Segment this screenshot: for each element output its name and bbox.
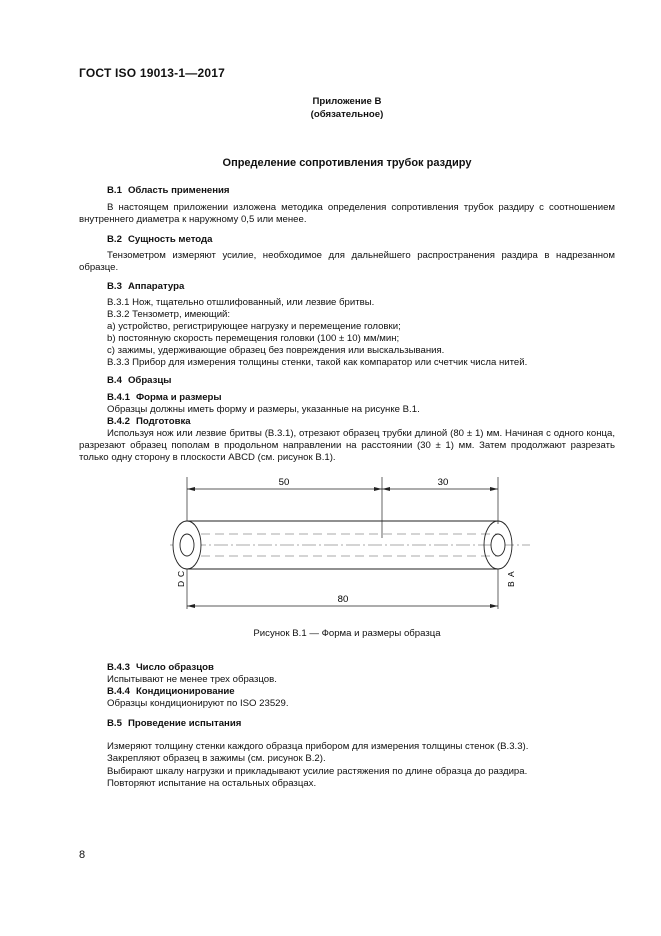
section-b44-heading [107, 686, 235, 697]
apparatus-line: a) устройство, регистрирующее нагрузку и перемещение головки; [107, 321, 401, 332]
document-header: ГОСТ ISO 19013-1—2017 [79, 66, 225, 80]
document-title: Определение сопротивления трубок раздиру [222, 157, 472, 169]
section-b42-text: Используя нож или лезвие бритвы (В.3.1), отрезают образец трубки длиной (80 ± 1) мм. Начиная с одного конца, разрезают образец пополам в продольном направлении на расстоянии (30 ± 1) мм. Затем продолжают разрезать только одну сторону в плоскости ABCD (см. рисунок В.1). [79, 428, 615, 463]
section-number: В.4.3 [107, 662, 130, 673]
tube-bore-right [491, 534, 505, 556]
section-b43-text: Испытывают не менее трех образцов. [107, 674, 277, 685]
apparatus-line: В.3.2 Тензометр, имеющий: [107, 309, 231, 320]
section-number: В.5 [107, 718, 122, 729]
apparatus-line: В.3.3 Прибор для измерения толщины стенки, такой как компаратор или счетчик числа нитей. [107, 357, 528, 368]
plane-label-a: A [506, 571, 516, 577]
section-title: Область применения [127, 185, 230, 196]
plane-label-b: B [506, 581, 516, 587]
section-number: В.1 [107, 185, 122, 196]
section-title: Число образцов [135, 662, 214, 673]
section-b1-heading [107, 185, 230, 196]
arrow-head [187, 604, 195, 608]
section-b2-heading [107, 234, 212, 245]
section-b3-heading [107, 281, 184, 292]
apparatus-line: В.3.1 Нож, тщательно отшлифованный, или лезвие бритвы. [107, 297, 375, 308]
section-b2-text: Тензометром измеряют усилие, необходимое для дальнейшего распространения раздира в надрезанном образце. [79, 250, 615, 273]
tube-bore-left [180, 534, 194, 556]
annex-status: (обязательное) [310, 109, 384, 120]
section-b42-heading [107, 416, 191, 427]
section-title: Проведение испытания [127, 718, 242, 729]
section-title: Образцы [127, 375, 172, 386]
plane-label-c: C [176, 570, 186, 577]
dimension-label-left: 50 [278, 477, 290, 488]
page-number: 8 [79, 849, 86, 861]
section-b5-heading [107, 718, 241, 729]
section-title: Форма и размеры [135, 392, 222, 403]
section-b41-text: Образцы должны иметь форму и размеры, указанные на рисунке В.1. [107, 404, 420, 415]
section-b41-heading [107, 392, 222, 403]
arrow-head [490, 604, 498, 608]
section-number: В.2 [107, 234, 122, 245]
section-title: Подготовка [135, 416, 191, 427]
dimension-label-total: 80 [337, 594, 349, 605]
arrow-head [490, 487, 498, 491]
arrow-head [187, 487, 195, 491]
section-title: Сущность метода [127, 234, 213, 245]
figure-tube-diagram [160, 472, 540, 612]
section-b4-heading [107, 375, 172, 386]
dimension-label-right: 30 [437, 477, 449, 488]
section-number: В.4 [107, 375, 122, 386]
figure-caption: Рисунок В.1 — Форма и размеры образца [253, 628, 441, 639]
procedure-line: Повторяют испытание на остальных образцах. [107, 778, 317, 789]
arrow-head [382, 487, 390, 491]
procedure-line: Закрепляют образец в зажимы (см. рисунок В.2). [107, 753, 326, 764]
procedure-line: Измеряют толщину стенки каждого образца прибором для измерения толщины стенок (В.3.3). [107, 741, 529, 752]
section-b43-heading [107, 662, 214, 673]
section-title: Аппаратура [127, 281, 185, 292]
section-title: Кондиционирование [135, 686, 235, 697]
section-b1-text: В настоящем приложении изложена методика определения сопротивления трубок раздиру с соотношением внутреннего диаметра к наружному 0,5 или менее. [79, 202, 615, 225]
apparatus-line: b) постоянную скорость перемещения головки (100 ± 10) мм/мин; [107, 333, 400, 344]
plane-label-d: D [176, 580, 186, 587]
section-number: В.3 [107, 281, 122, 292]
procedure-line: Выбирают шкалу нагрузки и прикладывают усилие растяжения по длине образца до раздира. [107, 766, 528, 777]
arrow-head [374, 487, 382, 491]
section-b44-text: Образцы кондиционируют по ISO 23529. [107, 698, 289, 709]
section-number: В.4.2 [107, 416, 130, 427]
section-number: В.4.1 [107, 392, 130, 403]
annex-title: Приложение В [312, 96, 382, 107]
apparatus-line: c) зажимы, удерживающие образец без повреждения или выскальзывания. [107, 345, 445, 356]
section-number: В.4.4 [107, 686, 130, 697]
